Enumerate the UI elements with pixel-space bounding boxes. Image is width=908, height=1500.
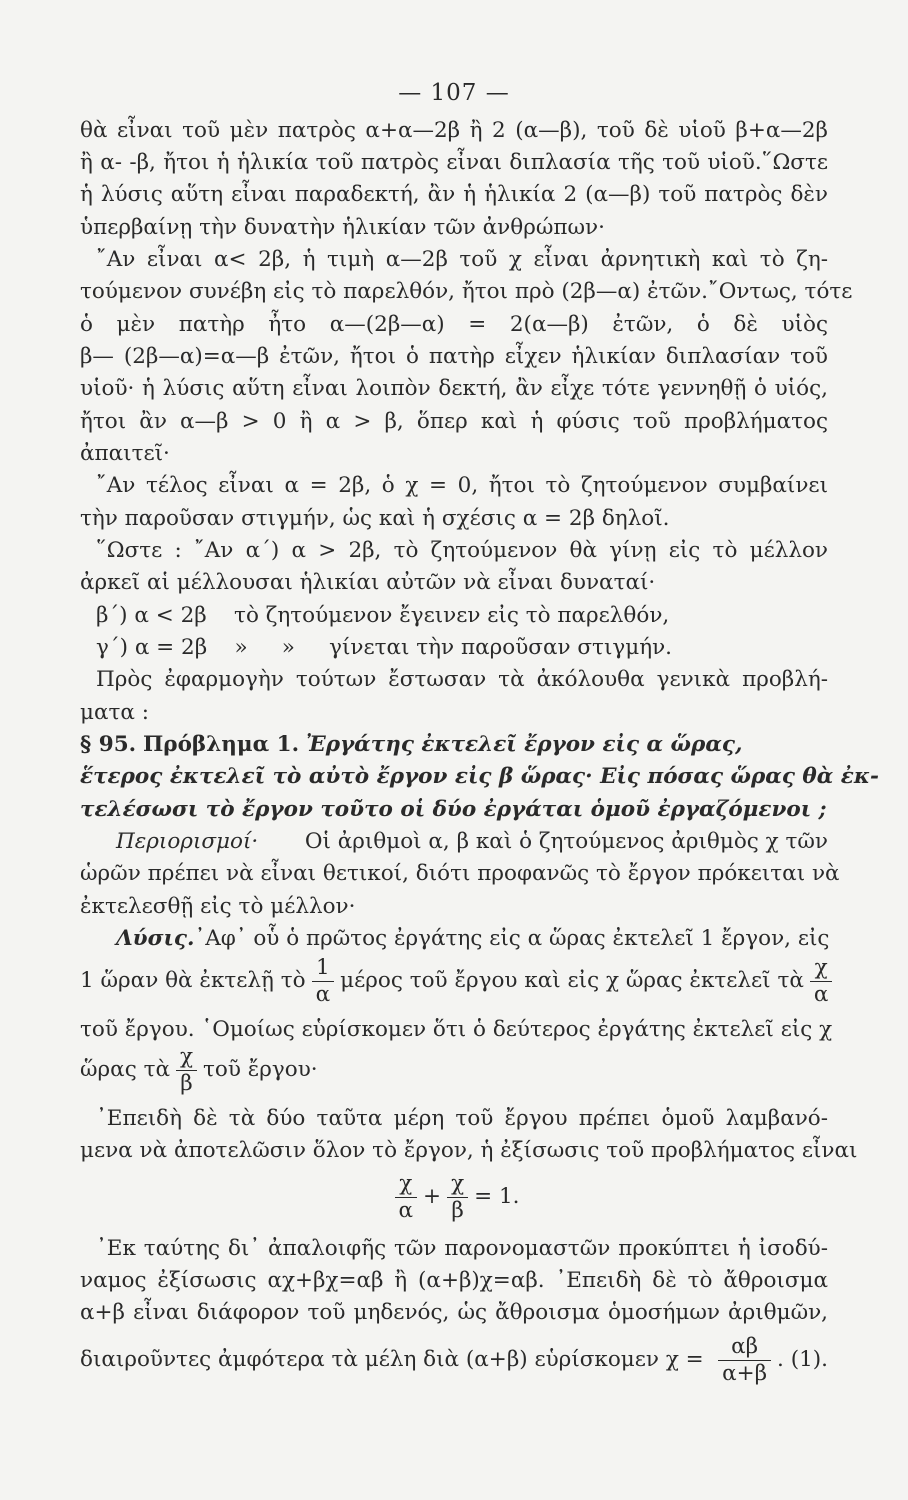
- text-segment: διαιροῦντες ἀμφότερα τὰ μέλη διὰ (α+β) εὑρίσκομεν χ =: [80, 1347, 704, 1372]
- text-segment: ὥρας τὰ: [80, 1057, 170, 1082]
- restrictions-line: [116, 827, 828, 857]
- fraction-denominator: β: [180, 1070, 193, 1096]
- text-line: ἀρκεῖ αἱ μέλλουσαι ἡλικίαι αὐτῶν νὰ εἶναι δυναταί·: [80, 570, 656, 595]
- text-line: ἀπαιτεῖ·: [80, 441, 170, 466]
- text-segment: 1 ὥραν θὰ ἐκτελῇ τὸ: [80, 968, 306, 993]
- fraction-ab-over-a-plus-b: [718, 1334, 771, 1387]
- text-line: β´) α < 2β τὸ ζητούμενον ἔγεινεν εἰς τὸ παρελθόν,: [96, 603, 670, 628]
- text-line: ὡρῶν πρέπει νὰ εἶναι θετικοί, διότι προφανῶς τὸ ἔργον πρόκειται νὰ: [80, 861, 840, 886]
- text-line: μενα νὰ ἀποτελῶσιν ὅλον τὸ ἔργον, ἡ ἐξίσωσις τοῦ προβλήματος εἶναι: [80, 1138, 858, 1163]
- text-line: Πρὸς ἐφαρμογὴν τούτων ἔστωσαν τὰ ἀκόλουθα γενικὰ προβλή-: [96, 667, 828, 692]
- text-line: υἱοῦ· ἡ λύσις αὕτη εἶναι λοιπὸν δεκτή, ἂν εἶχε τότε γεννηθῇ ὁ υἱός,: [80, 376, 828, 401]
- text-line: ᾿Επειδὴ δὲ τὰ δύο ταῦτα μέρη τοῦ ἔργου πρέπει ὁμοῦ λαμβανό-: [96, 1106, 828, 1131]
- text-line: ῎Αν τέλος εἶναι α = 2β, ὁ χ = 0, ἤτοι τὸ ζητούμενον συμβαίνει: [96, 473, 828, 498]
- text-segment: μέρος τοῦ ἔργου καὶ εἰς χ ὥρας ἐκτελεῖ τὰ: [340, 968, 804, 993]
- fraction-denominator: α: [315, 981, 331, 1007]
- fraction-chi-over-alpha: [810, 955, 833, 1008]
- fraction-denominator: β: [451, 1197, 464, 1223]
- restrictions-label: Περιορισμοί·: [116, 829, 259, 854]
- text-line: ᾿Εκ ταύτης δι᾿ ἀπαλοιφῆς τῶν παρονομαστῶν προκύπτει ἡ ἰσοδύ-: [96, 1236, 828, 1261]
- fraction-numerator: χ: [810, 955, 833, 982]
- fraction-denominator: α+β: [722, 1360, 768, 1386]
- text-segment: τοῦ ἔργου·: [203, 1057, 318, 1082]
- fraction-1-over-alpha: [312, 955, 335, 1008]
- fraction-numerator: χ: [176, 1044, 197, 1071]
- text-line: θὰ εἶναι τοῦ μὲν πατρὸς α+α—2β ἢ 2 (α—β), τοῦ δὲ υἱοῦ β+α—2β: [80, 118, 828, 143]
- problem-heading-line: [80, 730, 828, 760]
- text-line: α+β εἶναι διάφορον τοῦ μηδενός, ὡς ἄθροισμα ὁμοσήμων ἀριθμῶν,: [80, 1300, 828, 1325]
- fraction-chi-over-beta: [176, 1044, 197, 1097]
- solution-label: Λύσις.: [116, 926, 195, 951]
- equation-rhs: = 1.: [474, 1184, 520, 1209]
- equation-fraction: [395, 1171, 418, 1224]
- solution-text: ᾿Αφ᾿ οὗ ὁ πρῶτος ἐργάτης εἰς α ὥρας ἐκτελεῖ 1 ἔργον, εἰς: [194, 926, 830, 951]
- problem-text: ἕτερος ἐκτελεῖ τὸ αὐτὸ ἔργον εἰς β ὥρας· Εἰς πόσας ὥρας θὰ ἐκ-: [80, 764, 879, 789]
- fraction-denominator: α: [398, 1197, 414, 1223]
- text-line: γ´) α = 2β » » γίνεται τὴν παροῦσαν στιγμήν.: [96, 635, 672, 660]
- text-line: ῞Ωστε : ῎Αν α´) α > 2β, τὸ ζητούμενον θὰ γίνῃ εἰς τὸ μέλλον: [96, 538, 828, 563]
- equation-fraction: [447, 1171, 468, 1224]
- text-line: ὁ μὲν πατὴρ ἦτο α—(2β—α) = 2(α—β) ἐτῶν, ὁ δὲ υἱὸς: [80, 312, 828, 337]
- text-line: τοῦ ἔργου. ῾Ομοίως εὑρίσκομεν ὅτι ὁ δεύτερος ἐργάτης ἐκτελεῖ εἰς χ: [80, 1017, 833, 1042]
- problem-title: Πρόβλημα 1.: [142, 732, 300, 757]
- equation-label: . (1).: [777, 1347, 828, 1372]
- text-line: ῎Αν εἶναι α< 2β, ἡ τιμὴ α—2β τοῦ χ εἶναι ἀρνητικὴ καὶ τὸ ζη-: [96, 247, 828, 272]
- equation: [80, 1164, 828, 1230]
- problem-text: Ἐργάτης ἐκτελεῖ ἔργον εἰς α ὥρας,: [305, 732, 743, 757]
- page-number: — 107 —: [398, 80, 510, 106]
- fraction-numerator: χ: [447, 1171, 468, 1198]
- final-formula-line: [80, 1330, 828, 1390]
- text-line: ναμος ἐξίσωσις αχ+βχ=αβ ἢ (α+β)χ=αβ. ᾿Επειδὴ δὲ τὸ ἄθροισμα: [80, 1268, 828, 1293]
- text-line: ἐκτελεσθῇ εἰς τὸ μέλλον·: [80, 894, 356, 919]
- text-line: τούμενον συνέβη εἰς τὸ παρελθόν, ἤτοι πρὸ (2β—α) ἐτῶν.῎Οντως, τότε: [80, 279, 853, 304]
- fraction-numerator: αβ: [718, 1334, 771, 1361]
- section-number: § 95.: [80, 732, 137, 757]
- solution-fraction-line: [80, 953, 828, 1009]
- plus-sign: +: [423, 1184, 442, 1209]
- text-line: ἤτοι ἂν α—β > 0 ἢ α > β, ὅπερ καὶ ἡ φύσις τοῦ προβλήματος: [80, 409, 828, 434]
- text-line: τὴν παροῦσαν στιγμήν, ὡς καὶ ἡ σχέσις α = 2β δηλοῖ.: [80, 506, 670, 531]
- problem-text: τελέσωσι τὸ ἔργον τοῦτο οἱ δύο ἐργάται ὁμοῦ ἐργαζόμενοι ;: [80, 797, 827, 822]
- text-line: ματα :: [80, 700, 149, 725]
- fraction-denominator: α: [813, 981, 829, 1007]
- final-formula: [712, 1334, 828, 1387]
- solution-fraction-line: [80, 1042, 828, 1098]
- solution-line: [116, 924, 828, 954]
- fraction-numerator: χ: [395, 1171, 418, 1198]
- fraction-numerator: 1: [312, 955, 335, 982]
- text-line: ἢ α- -β, ἤτοι ἡ ἡλικία τοῦ πατρὸς εἶναι διπλασία τῆς τοῦ υἱοῦ.῞Ωστε: [80, 150, 828, 175]
- text-line: ὑπερβαίνῃ τὴν δυνατὴν ἡλικίαν τῶν ἀνθρώπων·: [80, 215, 605, 240]
- restrictions-text: Οἱ ἀριθμοὶ α, β καὶ ὁ ζητούμενος ἀριθμὸς χ τῶν: [304, 829, 828, 854]
- text-line: ἡ λύσις αὕτη εἶναι παραδεκτή, ἂν ἡ ἡλικία 2 (α—β) τοῦ πατρὸς δὲν: [80, 182, 828, 207]
- text-line: β— (2β—α)=α—β ἐτῶν, ἤτοι ὁ πατὴρ εἶχεν ἡλικίαν διπλασίαν τοῦ: [80, 344, 828, 369]
